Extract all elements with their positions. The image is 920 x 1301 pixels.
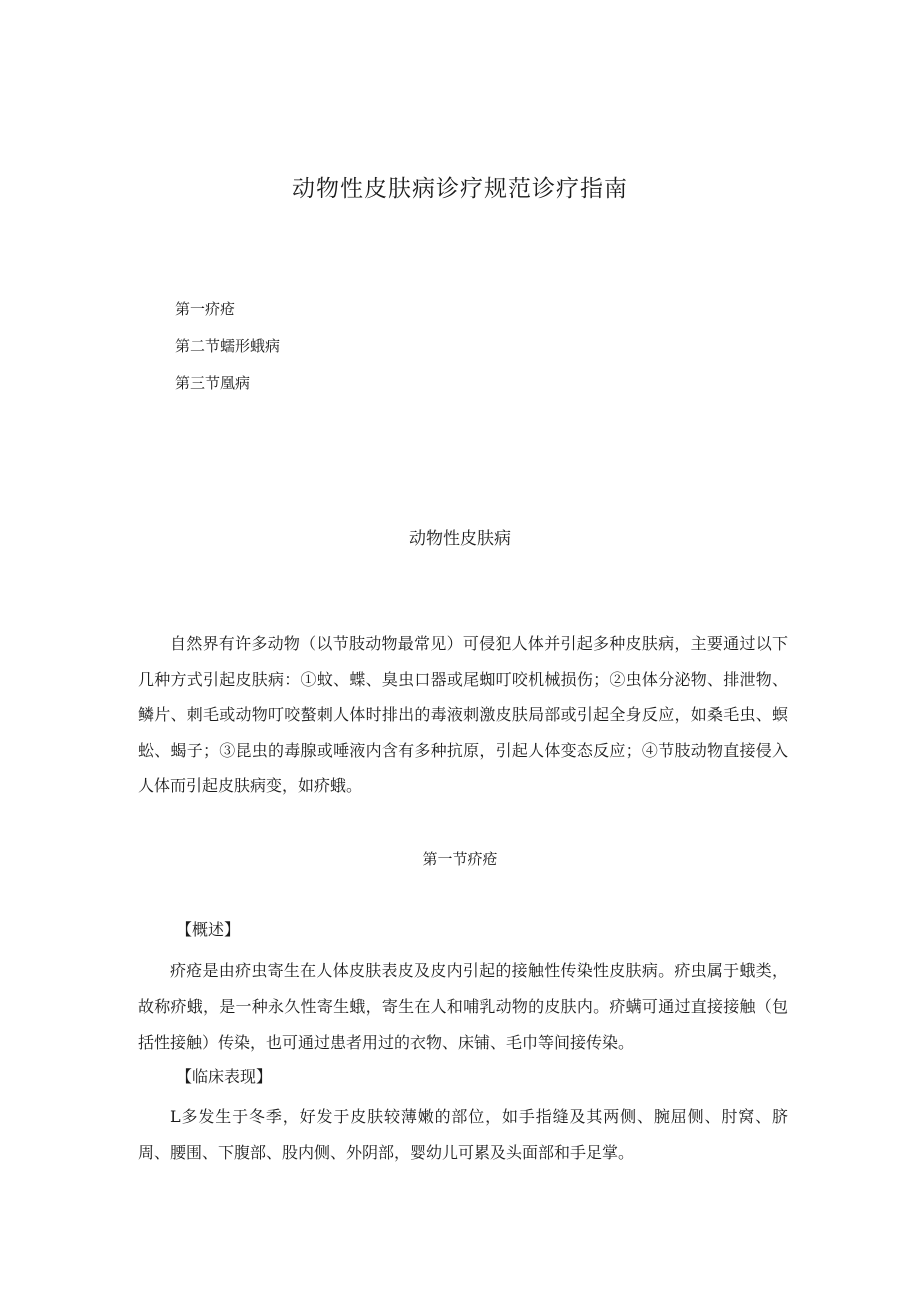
- overview-label: 【概述】: [176, 920, 241, 939]
- document-title: 动物性皮肤病诊疗规范诊疗指南: [292, 176, 628, 202]
- clinical-label: 【临床表现】: [176, 1067, 273, 1086]
- section-heading: 动物性皮肤病: [409, 529, 511, 549]
- toc-item: 第三节凰病: [175, 374, 251, 392]
- overview-paragraph: 疥疮是由疥虫寄生在人体皮肤表皮及皮内引起的接触性传染性皮肤病。疥虫属于蛾类，故称疥蛾，是一种永久性寄生蛾，寄生在人和哺乳动物的皮肤内。疥螨可通过直接接触（包括性接触）传染，也可通过患者用过的衣物、床铺、毛巾等间接传染。: [138, 961, 788, 1052]
- intro-paragraph: 自然界有许多动物（以节肢动物最常见）可侵犯人体并引起多种皮肤病，主要通过以下几种方式引起皮肤病：①蚊、蝶、臭虫口器或尾蜘叮咬机械损伤；②虫体分泌物、排泄物、鳞片、刺毛或动物叮咬螯刺人体时排出的毒液刺激皮肤局部或引起全身反应，如桑毛虫、螟蚣、蝎子；③昆虫的毒腺或唾液内含有多种抗原，引起人体变态反应；④节肢动物直接侵入人体而引起皮肤病变，如疥蛾。: [138, 634, 788, 795]
- toc-item: 第一疥疮: [175, 300, 236, 318]
- toc-item: 第二节蠕形蛾病: [175, 337, 281, 355]
- subsection-title: 第一节疥疮: [422, 850, 498, 868]
- clinical-paragraph: L多发生于冬季，好发于皮肤较薄嫩的部位，如手指缝及其两侧、腕屈侧、肘窝、脐周、腰围、下腹部、股内侧、外阴部，婴幼儿可累及头面部和手足掌。: [138, 1107, 788, 1162]
- table-of-contents: [175, 297, 280, 408]
